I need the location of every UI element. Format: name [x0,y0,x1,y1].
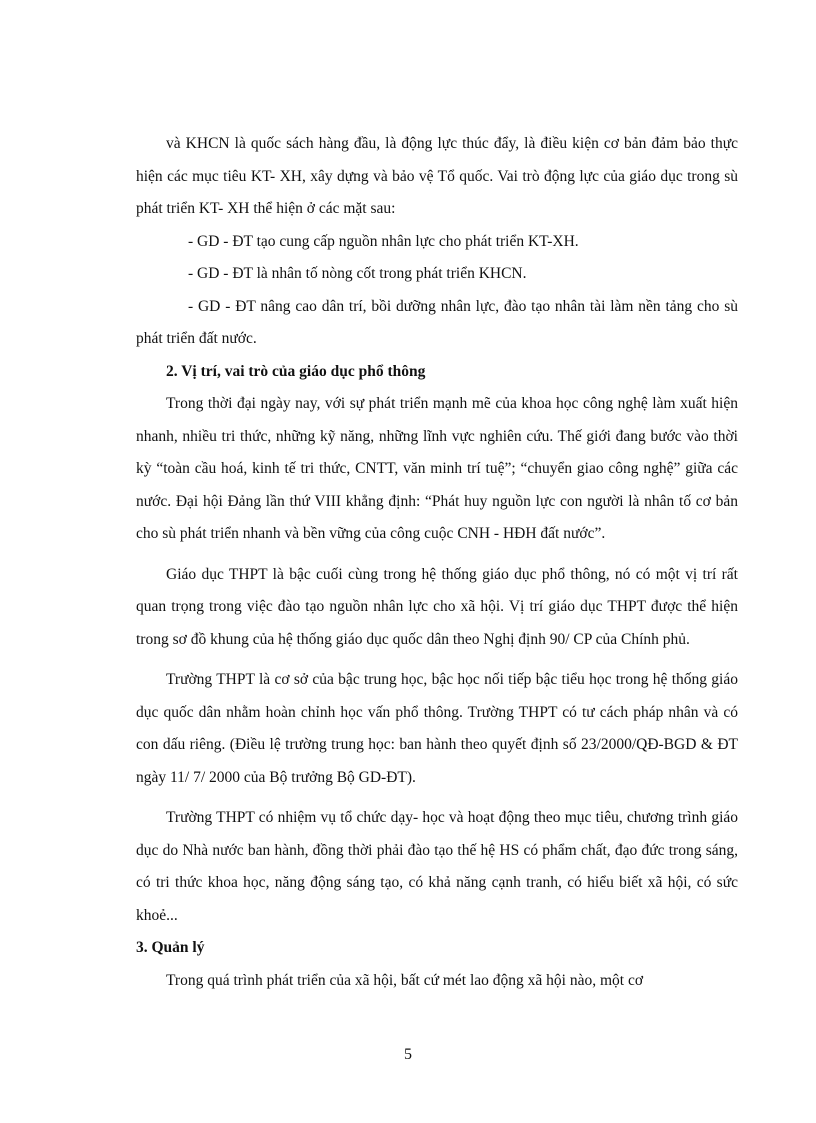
paragraph-education-role: và KHCN là quốc sách hàng đầu, là động lực thúc đẩy, là điều kiện cơ bản đảm bảo thực hiện các mục tiêu KT- XH, xây dựng và bảo vệ Tổ quốc. Vai trò động lực của giáo dục trong sù phát triển KT- XH thể hiện ở các mặt sau: [136,135,738,217]
paragraph-high-school-position: Giáo dục THPT là bậc cuối cùng trong hệ thống giáo dục phổ thông, nó có một vị trí rất quan trọng trong việc đào tạo nguồn nhân lực cho xã hội. Vị trí giáo dục THPT được thể hiện trong sơ đồ khung của hệ thống giáo dục quốc dân theo Nghị định 90/ CP của Chính phủ. [136,565,738,648]
bullet-intellectual-standards: - GD - ĐT nâng cao dân trí, bồi dưỡng nhân lực, đào tạo nhân tài làm nền tảng cho sù phát triển đất nước. [136,297,738,347]
paragraph-high-school-tasks: Trường THPT có nhiệm vụ tổ chức dạy- học và hoạt động theo mục tiêu, chương trình giáo dục do Nhà nước ban hành, đồng thời phải đào tạo thế hệ HS có phẩm chất, đạo đức trong sáng, có tri thức khoa học, năng động sáng tạo, có khả năng cạnh tranh, có hiểu biết xã hội, có sức khoẻ... [136,809,738,924]
paragraph-management: Trong quá trình phát triển của xã hội, bất cứ mét lao động xã hội nào, một cơ [166,971,644,989]
section-heading-3: 3. Quản lý [136,939,205,956]
bullet-human-resources: - GD - ĐT tạo cung cấp nguồn nhân lực cho phát triển KT-XH. [188,232,579,250]
document-page [136,128,738,997]
section-heading-2: 2. Vị trí, vai trò của giáo dục phổ thông [166,362,426,380]
bullet-science-technology: - GD - ĐT là nhân tố nòng cốt trong phát triển KHCN. [188,265,527,282]
page-number: 5 [404,1046,412,1063]
paragraph-high-school-definition: Trường THPT là cơ sở của bậc trung học, bậc học nối tiếp bậc tiểu học trong hệ thống giáo dục quốc dân nhằm hoàn chỉnh học vấn phổ thông. Trường THPT có tư cách pháp nhân và có con dấu riêng. (Điều lệ trường trung học: ban hành theo quyết định số 23/2000/QĐ-BGD & ĐT ngày 11/ 7/ 2000 của Bộ trưởng Bộ GD-ĐT). [136,671,738,786]
paragraph-modern-era: Trong thời đại ngày nay, với sự phát triển mạnh mẽ của khoa học công nghệ làm xuất hiện nhanh, nhiều tri thức, những kỹ năng, những lĩnh vực nghiên cứu. Thế giới đang bước vào thời kỳ “toàn cầu hoá, kinh tế tri thức, CNTT, văn minh trí tuệ”; “chuyển giao công nghệ” giữa các nước. Đại hội Đảng lần thứ VIII khẳng định: “Phát huy nguồn lực con người là nhân tố cơ bản cho sù phát triển nhanh và bền vững của công cuộc CNH - HĐH đất nước”. [136,395,738,542]
